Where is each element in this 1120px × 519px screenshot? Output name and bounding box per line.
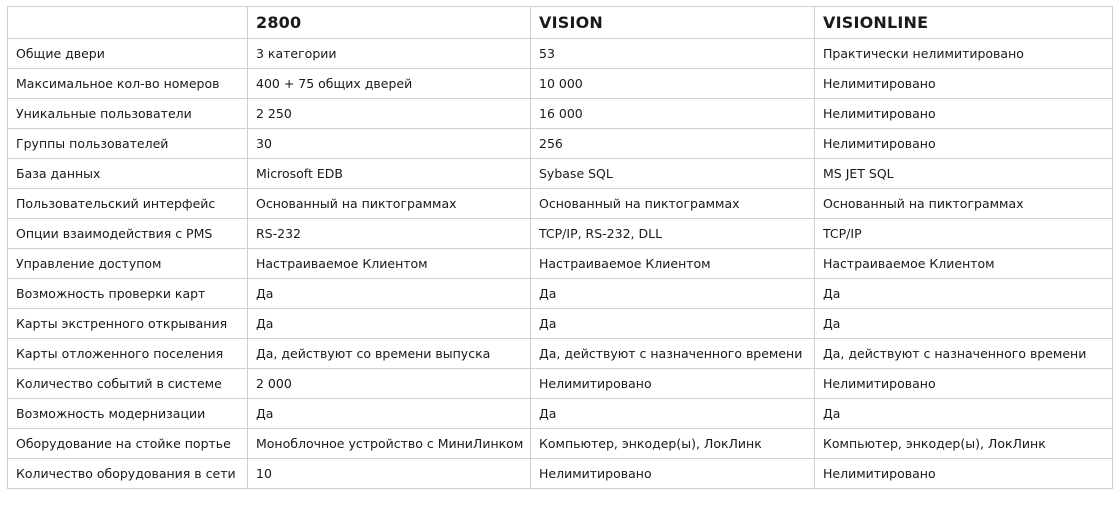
table-row	[8, 369, 1113, 399]
table-row	[8, 69, 1113, 99]
table-row	[8, 399, 1113, 429]
header-cell-vision: VISION	[531, 7, 815, 39]
feature-cell: База данных	[8, 159, 248, 189]
table-row	[8, 219, 1113, 249]
value-2800-cell: 30	[248, 129, 531, 159]
table-row	[8, 279, 1113, 309]
feature-cell: Пользовательский интерфейс	[8, 189, 248, 219]
value-vision-cell: Основанный на пиктограммах	[531, 189, 815, 219]
value-2800-cell: Основанный на пиктограммах	[248, 189, 531, 219]
value-visionline-cell: Настраиваемое Клиентом	[815, 249, 1113, 279]
feature-cell: Карты экстренного открывания	[8, 309, 248, 339]
header-cell-feature	[8, 7, 248, 39]
value-vision-cell: Настраиваемое Клиентом	[531, 249, 815, 279]
value-vision-cell: 256	[531, 129, 815, 159]
value-visionline-cell: Основанный на пиктограммах	[815, 189, 1113, 219]
header-cell-visionline: VISIONLINE	[815, 7, 1113, 39]
value-vision-cell: Нелимитировано	[531, 369, 815, 399]
value-visionline-cell: MS JET SQL	[815, 159, 1113, 189]
value-visionline-cell: Да	[815, 309, 1113, 339]
table-row	[8, 99, 1113, 129]
feature-cell: Возможность проверки карт	[8, 279, 248, 309]
feature-cell: Оборудование на стойке портье	[8, 429, 248, 459]
value-vision-cell: 53	[531, 39, 815, 69]
value-visionline-cell: Нелимитировано	[815, 459, 1113, 489]
value-2800-cell: Microsoft EDB	[248, 159, 531, 189]
table-row	[8, 159, 1113, 189]
value-vision-cell: 16 000	[531, 99, 815, 129]
comparison-table	[7, 6, 1113, 489]
feature-cell: Уникальные пользователи	[8, 99, 248, 129]
value-2800-cell: 2 000	[248, 369, 531, 399]
value-vision-cell: Компьютер, энкодер(ы), ЛокЛинк	[531, 429, 815, 459]
table-row	[8, 309, 1113, 339]
value-2800-cell: 10	[248, 459, 531, 489]
value-2800-cell: Моноблочное устройство с МиниЛинком	[248, 429, 531, 459]
value-visionline-cell: Нелимитировано	[815, 129, 1113, 159]
feature-cell: Количество событий в системе	[8, 369, 248, 399]
value-vision-cell: Нелимитировано	[531, 459, 815, 489]
feature-cell: Общие двери	[8, 39, 248, 69]
header-row	[8, 7, 1113, 39]
value-visionline-cell: Да, действуют с назначенного времени	[815, 339, 1113, 369]
table-row	[8, 39, 1113, 69]
value-vision-cell: Да, действуют с назначенного времени	[531, 339, 815, 369]
value-vision-cell: Да	[531, 279, 815, 309]
value-2800-cell: 2 250	[248, 99, 531, 129]
feature-cell: Группы пользователей	[8, 129, 248, 159]
table-row	[8, 339, 1113, 369]
value-2800-cell: 400 + 75 общих дверей	[248, 69, 531, 99]
value-visionline-cell: TCP/IP	[815, 219, 1113, 249]
value-2800-cell: Да, действуют со времени выпуска	[248, 339, 531, 369]
value-vision-cell: TCP/IP, RS-232, DLL	[531, 219, 815, 249]
feature-cell: Управление доступом	[8, 249, 248, 279]
feature-cell: Максимальное кол-во номеров	[8, 69, 248, 99]
value-vision-cell: 10 000	[531, 69, 815, 99]
value-visionline-cell: Компьютер, энкодер(ы), ЛокЛинк	[815, 429, 1113, 459]
value-visionline-cell: Да	[815, 279, 1113, 309]
value-vision-cell: Да	[531, 309, 815, 339]
value-visionline-cell: Да	[815, 399, 1113, 429]
feature-cell: Опции взаимодействия с PMS	[8, 219, 248, 249]
value-2800-cell: 3 категории	[248, 39, 531, 69]
value-vision-cell: Да	[531, 399, 815, 429]
table-row	[8, 459, 1113, 489]
value-2800-cell: Да	[248, 279, 531, 309]
value-2800-cell: Да	[248, 309, 531, 339]
feature-cell: Карты отложенного поселения	[8, 339, 248, 369]
value-2800-cell: Настраиваемое Клиентом	[248, 249, 531, 279]
value-visionline-cell: Нелимитировано	[815, 69, 1113, 99]
table-row	[8, 129, 1113, 159]
value-vision-cell: Sybase SQL	[531, 159, 815, 189]
feature-cell: Возможность модернизации	[8, 399, 248, 429]
value-visionline-cell: Практически нелимитировано	[815, 39, 1113, 69]
header-cell-2800: 2800	[248, 7, 531, 39]
table-row	[8, 429, 1113, 459]
feature-cell: Количество оборудования в сети	[8, 459, 248, 489]
table-row	[8, 249, 1113, 279]
value-2800-cell: RS-232	[248, 219, 531, 249]
value-visionline-cell: Нелимитировано	[815, 369, 1113, 399]
table-row	[8, 189, 1113, 219]
value-visionline-cell: Нелимитировано	[815, 99, 1113, 129]
value-2800-cell: Да	[248, 399, 531, 429]
